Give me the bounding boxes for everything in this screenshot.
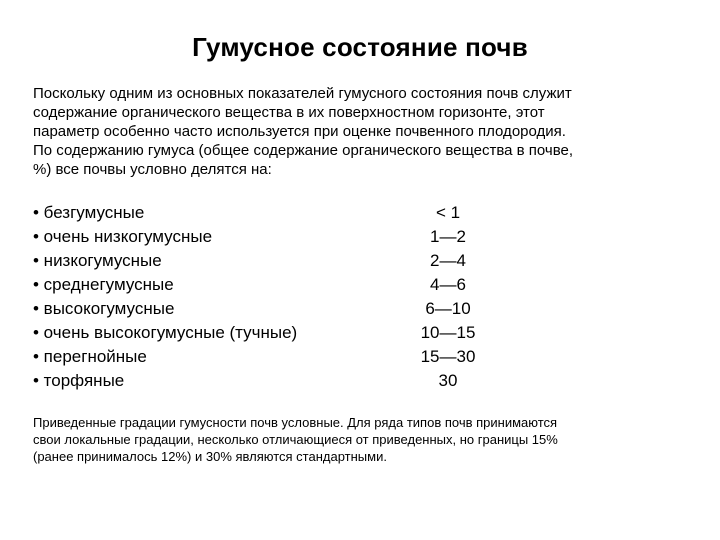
category-name: • перегнойные — [33, 347, 147, 366]
intro-line: Поскольку одним из основных показателей гумусного состояния почв служит — [33, 85, 572, 102]
list-item — [33, 249, 493, 273]
intro-paragraph — [33, 84, 683, 179]
category-name: • среднегумусные — [33, 275, 174, 294]
list-item — [33, 297, 493, 321]
list-item — [33, 345, 493, 369]
category-name: • торфяные — [33, 371, 125, 390]
category-range: 2—4 — [430, 251, 466, 270]
category-range: 6—10 — [425, 299, 471, 318]
footnote-paragraph — [33, 414, 683, 465]
note-line: свои локальные градации, несколько отличающиеся от приведенных, но границы 15% — [33, 432, 558, 447]
category-range: 10—15 — [420, 323, 476, 342]
humus-category-list — [33, 201, 493, 393]
category-range: < 1 — [435, 203, 461, 222]
intro-line: По содержанию гумуса (общее содержание органического вещества в почве, — [33, 142, 574, 159]
category-range: 30 — [438, 371, 458, 390]
category-name: • очень высокогумусные (тучные) — [33, 323, 298, 342]
note-line: (ранее принималось 12%) и 30% являются стандартными. — [33, 449, 387, 464]
list-item — [33, 201, 493, 225]
category-name: • низкогумусные — [33, 251, 162, 270]
intro-line: содержание органического вещества в их поверхностном горизонте, этот — [33, 104, 545, 121]
list-item — [33, 225, 493, 249]
note-line: Приведенные градации гумусности почв условные. Для ряда типов почв принимаются — [33, 415, 558, 430]
category-range: 15—30 — [420, 347, 476, 366]
category-name: • безгумусные — [33, 203, 145, 222]
category-range: 4—6 — [430, 275, 466, 294]
list-item — [33, 321, 493, 345]
category-name: • очень низкогумусные — [33, 227, 213, 246]
intro-line: параметр особенно часто используется при оценке почвенного плодородия. — [33, 123, 566, 140]
page-title: Гумусное состояние почв — [192, 32, 528, 62]
list-item — [33, 273, 493, 297]
list-item — [33, 369, 493, 393]
category-range: 1—2 — [430, 227, 466, 246]
intro-line: %) все почвы условно делятся на: — [33, 161, 272, 178]
category-name: • высокогумусные — [33, 299, 175, 318]
